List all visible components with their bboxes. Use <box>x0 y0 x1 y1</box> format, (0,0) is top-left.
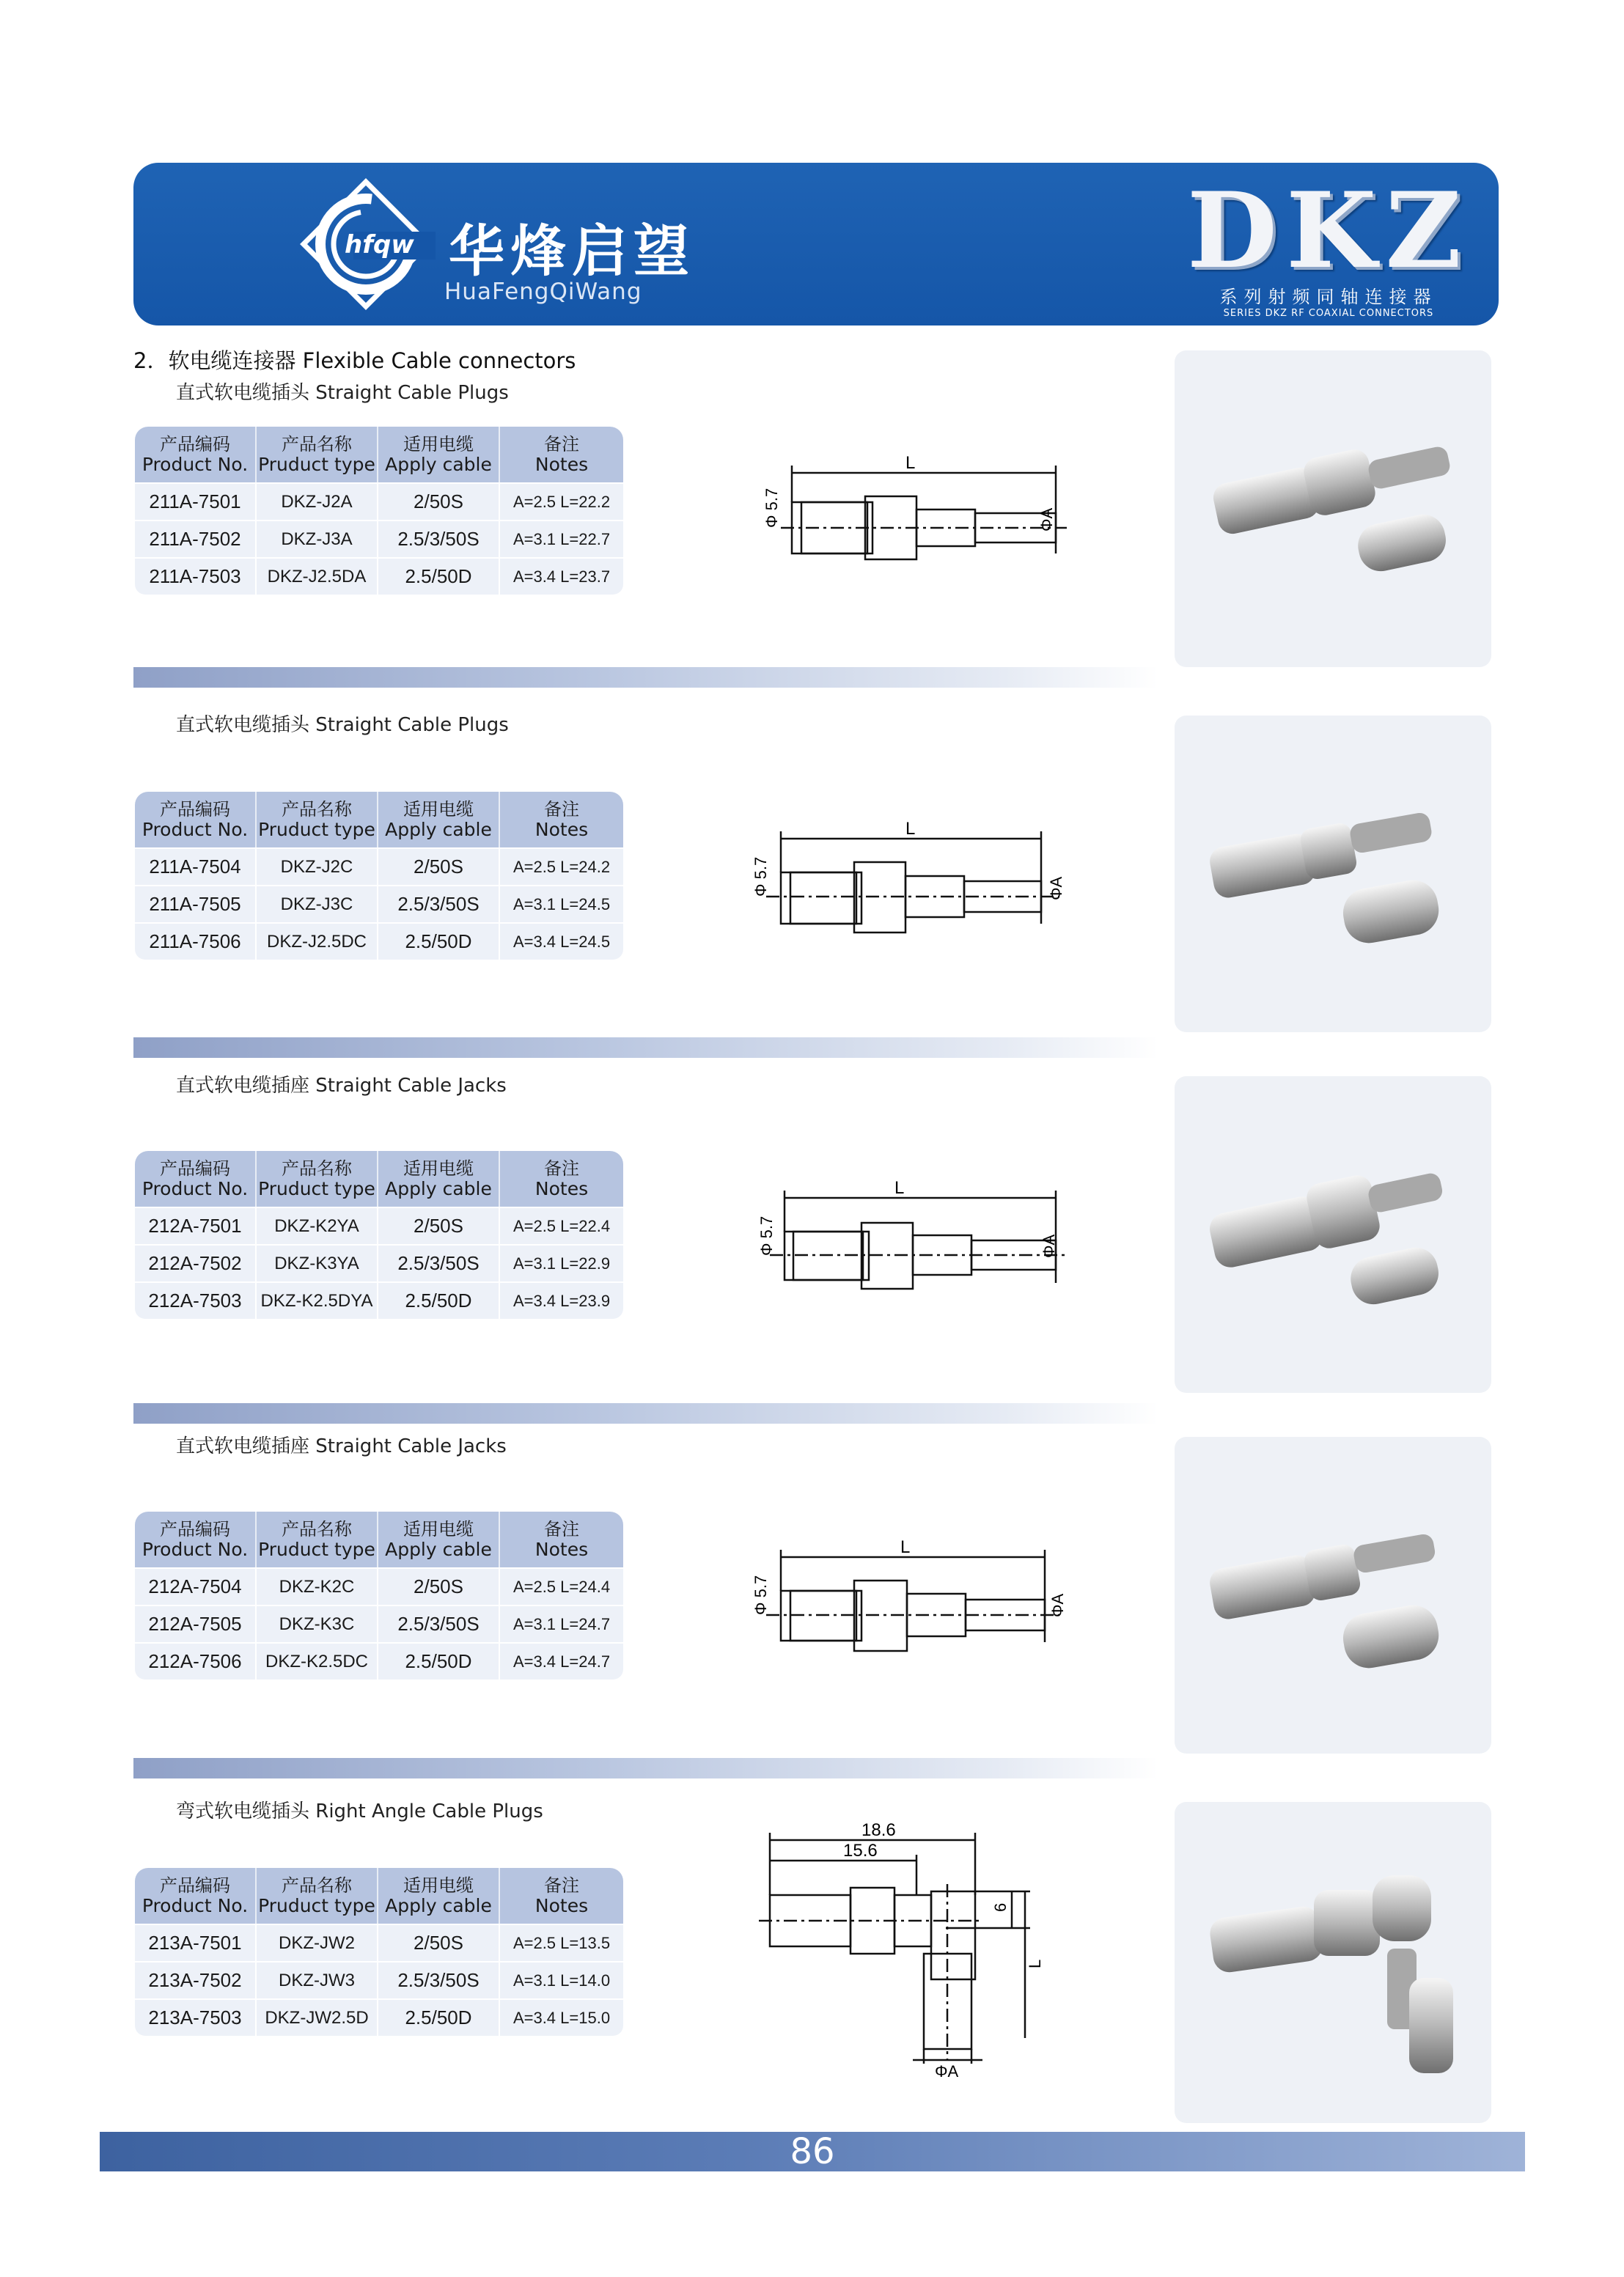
table-cell: DKZ-J2.5DA <box>257 557 378 595</box>
table-row <box>135 922 623 960</box>
table-cell: DKZ-K2YA <box>257 1207 378 1244</box>
header-label-en: Apply cable <box>385 1539 492 1560</box>
header-notes <box>500 1512 623 1567</box>
table-cell: A=2.5 L=24.2 <box>500 847 623 885</box>
header-apply-cable <box>378 792 500 847</box>
table-cell: 2.5/3/50S <box>378 1961 500 1998</box>
header-apply-cable <box>378 427 500 482</box>
table-cell: 211A-7506 <box>135 922 257 960</box>
table-cell: 2.5/3/50S <box>378 520 500 557</box>
table-header-row <box>135 1151 623 1207</box>
header-notes <box>500 1868 623 1924</box>
table-row <box>135 520 623 557</box>
table-cell: 212A-7504 <box>135 1567 257 1605</box>
table-cell: A=3.1 L=14.0 <box>500 1961 623 1998</box>
table-cell: 211A-7502 <box>135 520 257 557</box>
table-row <box>135 1961 623 1998</box>
header-label-en: Pruduct type <box>258 819 375 840</box>
header-label-en: Pruduct type <box>258 1178 375 1199</box>
header-label-en: Notes <box>534 1178 589 1199</box>
table-cell: A=2.5 L=22.2 <box>500 482 623 520</box>
header-label-en: Apply cable <box>385 1895 492 1916</box>
product-table <box>135 427 623 595</box>
table-cell: DKZ-K3C <box>257 1605 378 1642</box>
dim-15-6-label: 15.6 <box>843 1841 878 1861</box>
header-label-cn: 产品名称 <box>282 1875 352 1896</box>
header-notes <box>500 427 623 482</box>
header-notes <box>500 792 623 847</box>
table-cell: 2.5/3/50S <box>378 1244 500 1281</box>
dim-phi-a-label: ΦA <box>1037 507 1056 531</box>
header-label-en: Notes <box>534 1539 589 1560</box>
table-cell: DKZ-K2.5DC <box>257 1642 378 1680</box>
table-cell: A=2.5 L=13.5 <box>500 1924 623 1961</box>
table-cell: A=3.1 L=22.7 <box>500 520 623 557</box>
section-divider <box>133 1037 1158 1058</box>
header-label-cn: 产品编码 <box>160 1519 230 1540</box>
product-table <box>135 1868 623 2036</box>
header-label-en: Apply cable <box>385 819 492 840</box>
table-cell: DKZ-K3YA <box>257 1244 378 1281</box>
connector-drawing <box>733 814 1070 931</box>
header-label-en: Product No. <box>142 819 249 840</box>
group-subtitle: 弯式软电缆插头 Right Angle Cable Plugs <box>176 1800 543 1822</box>
header-label-cn: 适用电缆 <box>403 799 474 820</box>
header-label-en: Pruduct type <box>258 454 375 475</box>
connector-photo-icon <box>1175 1076 1491 1393</box>
header-label-en: Product No. <box>142 1178 249 1199</box>
table-cell: 213A-7503 <box>135 1998 257 2036</box>
header-label-en: Apply cable <box>385 454 492 475</box>
right-angle-drawing <box>748 1818 1056 2081</box>
product-photo <box>1175 716 1491 1032</box>
table-cell: A=3.1 L=24.7 <box>500 1605 623 1642</box>
header-label-cn: 适用电缆 <box>403 1158 474 1179</box>
table-row <box>135 1605 623 1642</box>
table-cell: DKZ-K2.5DYA <box>257 1281 378 1319</box>
table-cell: A=3.4 L=15.0 <box>500 1998 623 2036</box>
connector-drawing <box>744 451 1067 561</box>
header-product-type <box>257 1868 378 1924</box>
dim-6-label: 6 <box>991 1902 1010 1912</box>
dim-phi-a-label: ΦA <box>1040 1234 1058 1258</box>
product-photo <box>1175 1437 1491 1754</box>
header-label-en: Notes <box>534 819 589 840</box>
table-cell: 2/50S <box>378 1567 500 1605</box>
header-apply-cable <box>378 1868 500 1924</box>
table-row <box>135 847 623 885</box>
header-label-en: Pruduct type <box>258 1895 375 1916</box>
header-label-en: Pruduct type <box>258 1539 375 1560</box>
product-table <box>135 1512 623 1680</box>
header-apply-cable <box>378 1512 500 1567</box>
header-product-no <box>135 1868 257 1924</box>
table-cell: 212A-7506 <box>135 1642 257 1680</box>
dim-length-label: L <box>1026 1959 1044 1968</box>
dim-diameter-label: Φ 5.7 <box>757 1215 776 1256</box>
table-header-row <box>135 427 623 482</box>
brand-name-en: HuaFengQiWang <box>444 279 642 305</box>
product-table <box>135 792 623 960</box>
table-cell: 212A-7503 <box>135 1281 257 1319</box>
connector-photo-icon <box>1175 350 1491 667</box>
header-label-cn: 备注 <box>544 1875 579 1896</box>
header-label-cn: 产品名称 <box>282 799 352 820</box>
table-row <box>135 1207 623 1244</box>
table-row <box>135 1281 623 1319</box>
table-cell: DKZ-J2A <box>257 482 378 520</box>
table-cell: 213A-7501 <box>135 1924 257 1961</box>
brand-name-cn: 华烽启望 <box>449 218 695 284</box>
header-label-cn: 适用电缆 <box>403 434 474 455</box>
series-logo: DKZ <box>1186 170 1471 292</box>
dim-length-label: L <box>905 819 916 839</box>
dim-phi-a-label: ΦA <box>935 2062 959 2081</box>
header-label-cn: 产品编码 <box>160 1158 230 1179</box>
header-label-en: Notes <box>534 454 589 475</box>
table-cell: 2.5/50D <box>378 1998 500 2036</box>
header-label-cn: 产品编码 <box>160 1875 230 1896</box>
table-row <box>135 557 623 595</box>
dim-phi-a-label: ΦA <box>1048 1593 1067 1617</box>
group-subtitle: 直式软电缆插座 Straight Cable Jacks <box>176 1075 507 1097</box>
table-cell: 212A-7501 <box>135 1207 257 1244</box>
dim-length-label: L <box>894 1178 905 1198</box>
table-row <box>135 1244 623 1281</box>
header-label-cn: 备注 <box>544 1158 579 1179</box>
header-label-cn: 产品名称 <box>282 1519 352 1540</box>
table-cell: 2.5/50D <box>378 1642 500 1680</box>
section-title: 2．软电缆连接器 Flexible Cable connectors <box>133 348 576 373</box>
dim-length-label: L <box>905 453 916 473</box>
group-subtitle: 直式软电缆插头 Straight Cable Plugs <box>176 714 509 736</box>
table-cell: 2/50S <box>378 1207 500 1244</box>
table-row <box>135 1924 623 1961</box>
header-label-en: Notes <box>534 1895 589 1916</box>
header-label-en: Apply cable <box>385 1178 492 1199</box>
header-product-type <box>257 1151 378 1207</box>
table-cell: DKZ-K2C <box>257 1567 378 1605</box>
header-product-type <box>257 792 378 847</box>
table-cell: 213A-7502 <box>135 1961 257 1998</box>
product-table <box>135 1151 623 1319</box>
connector-photo-icon <box>1175 716 1491 1032</box>
footer-bar <box>100 2132 1525 2171</box>
group-subtitle: 直式软电缆插头 Straight Cable Plugs <box>176 382 509 404</box>
dim-18-6-label: 18.6 <box>861 1820 896 1840</box>
right-angle-connector-photo-icon <box>1175 1802 1491 2123</box>
table-cell: A=3.1 L=24.5 <box>500 885 623 922</box>
table-cell: 2.5/50D <box>378 557 500 595</box>
table-cell: A=3.4 L=24.7 <box>500 1642 623 1680</box>
connector-drawing <box>741 1173 1070 1290</box>
company-logo <box>296 174 436 314</box>
table-header-row <box>135 1512 623 1567</box>
table-cell: A=3.4 L=23.9 <box>500 1281 623 1319</box>
logo-wordmark: hfqw <box>345 230 414 260</box>
table-cell: 2/50S <box>378 482 500 520</box>
table-cell: 211A-7504 <box>135 847 257 885</box>
table-cell: A=3.1 L=22.9 <box>500 1244 623 1281</box>
series-mark <box>1175 170 1482 323</box>
section-divider <box>133 1758 1158 1778</box>
header-product-no <box>135 1151 257 1207</box>
header-banner <box>133 163 1499 325</box>
table-cell: 211A-7503 <box>135 557 257 595</box>
table-row <box>135 885 623 922</box>
table-cell: 212A-7505 <box>135 1605 257 1642</box>
header-label-en: Product No. <box>142 454 249 475</box>
table-row <box>135 1642 623 1680</box>
table-cell: A=2.5 L=24.4 <box>500 1567 623 1605</box>
header-label-cn: 产品名称 <box>282 1158 352 1179</box>
section-divider <box>133 1403 1158 1424</box>
product-photo <box>1175 1076 1491 1393</box>
table-cell: DKZ-JW2 <box>257 1924 378 1961</box>
connector-photo-icon <box>1175 1437 1491 1754</box>
table-cell: 212A-7502 <box>135 1244 257 1281</box>
dim-length-label: L <box>900 1537 911 1557</box>
header-label-cn: 产品编码 <box>160 434 230 455</box>
dim-diameter-label: Φ 5.7 <box>752 856 770 897</box>
header-label-cn: 备注 <box>544 434 579 455</box>
table-cell: A=3.4 L=23.7 <box>500 557 623 595</box>
table-row <box>135 1998 623 2036</box>
header-label-cn: 备注 <box>544 1519 579 1540</box>
table-header-row <box>135 792 623 847</box>
table-cell: DKZ-J2.5DC <box>257 922 378 960</box>
header-notes <box>500 1151 623 1207</box>
header-product-no <box>135 792 257 847</box>
header-product-no <box>135 1512 257 1567</box>
table-cell: DKZ-J3C <box>257 885 378 922</box>
header-product-type <box>257 1512 378 1567</box>
header-product-type <box>257 427 378 482</box>
header-label-cn: 备注 <box>544 799 579 820</box>
table-cell: DKZ-J3A <box>257 520 378 557</box>
dim-diameter-label: Φ 5.7 <box>763 488 781 528</box>
connector-drawing <box>733 1532 1070 1649</box>
group-subtitle: 直式软电缆插座 Straight Cable Jacks <box>176 1435 507 1457</box>
table-row <box>135 482 623 520</box>
header-label-en: Product No. <box>142 1895 249 1916</box>
series-title-cn: 系列射频同轴连接器 <box>1219 287 1438 307</box>
header-apply-cable <box>378 1151 500 1207</box>
table-cell: 2/50S <box>378 847 500 885</box>
product-photo <box>1175 1802 1491 2123</box>
page-number: 86 <box>790 2131 835 2172</box>
table-cell: DKZ-JW2.5D <box>257 1998 378 2036</box>
table-cell: A=3.4 L=24.5 <box>500 922 623 960</box>
series-title-en: SERIES DKZ RF COAXIAL CONNECTORS <box>1223 308 1434 319</box>
header-label-cn: 产品编码 <box>160 799 230 820</box>
dim-phi-a-label: ΦA <box>1047 876 1065 900</box>
table-cell: 2.5/3/50S <box>378 1605 500 1642</box>
table-cell: A=2.5 L=22.4 <box>500 1207 623 1244</box>
header-product-no <box>135 427 257 482</box>
table-cell: 2.5/3/50S <box>378 885 500 922</box>
header-label-cn: 适用电缆 <box>403 1875 474 1896</box>
product-photo <box>1175 350 1491 667</box>
table-cell: 211A-7505 <box>135 885 257 922</box>
section-divider <box>133 667 1158 688</box>
table-cell: 211A-7501 <box>135 482 257 520</box>
header-label-cn: 适用电缆 <box>403 1519 474 1540</box>
dim-diameter-label: Φ 5.7 <box>752 1575 770 1615</box>
table-cell: 2/50S <box>378 1924 500 1961</box>
table-row <box>135 1567 623 1605</box>
table-cell: DKZ-J2C <box>257 847 378 885</box>
header-label-cn: 产品名称 <box>282 434 352 455</box>
table-header-row <box>135 1868 623 1924</box>
table-cell: DKZ-JW3 <box>257 1961 378 1998</box>
header-label-en: Product No. <box>142 1539 249 1560</box>
table-cell: 2.5/50D <box>378 1281 500 1319</box>
table-cell: 2.5/50D <box>378 922 500 960</box>
